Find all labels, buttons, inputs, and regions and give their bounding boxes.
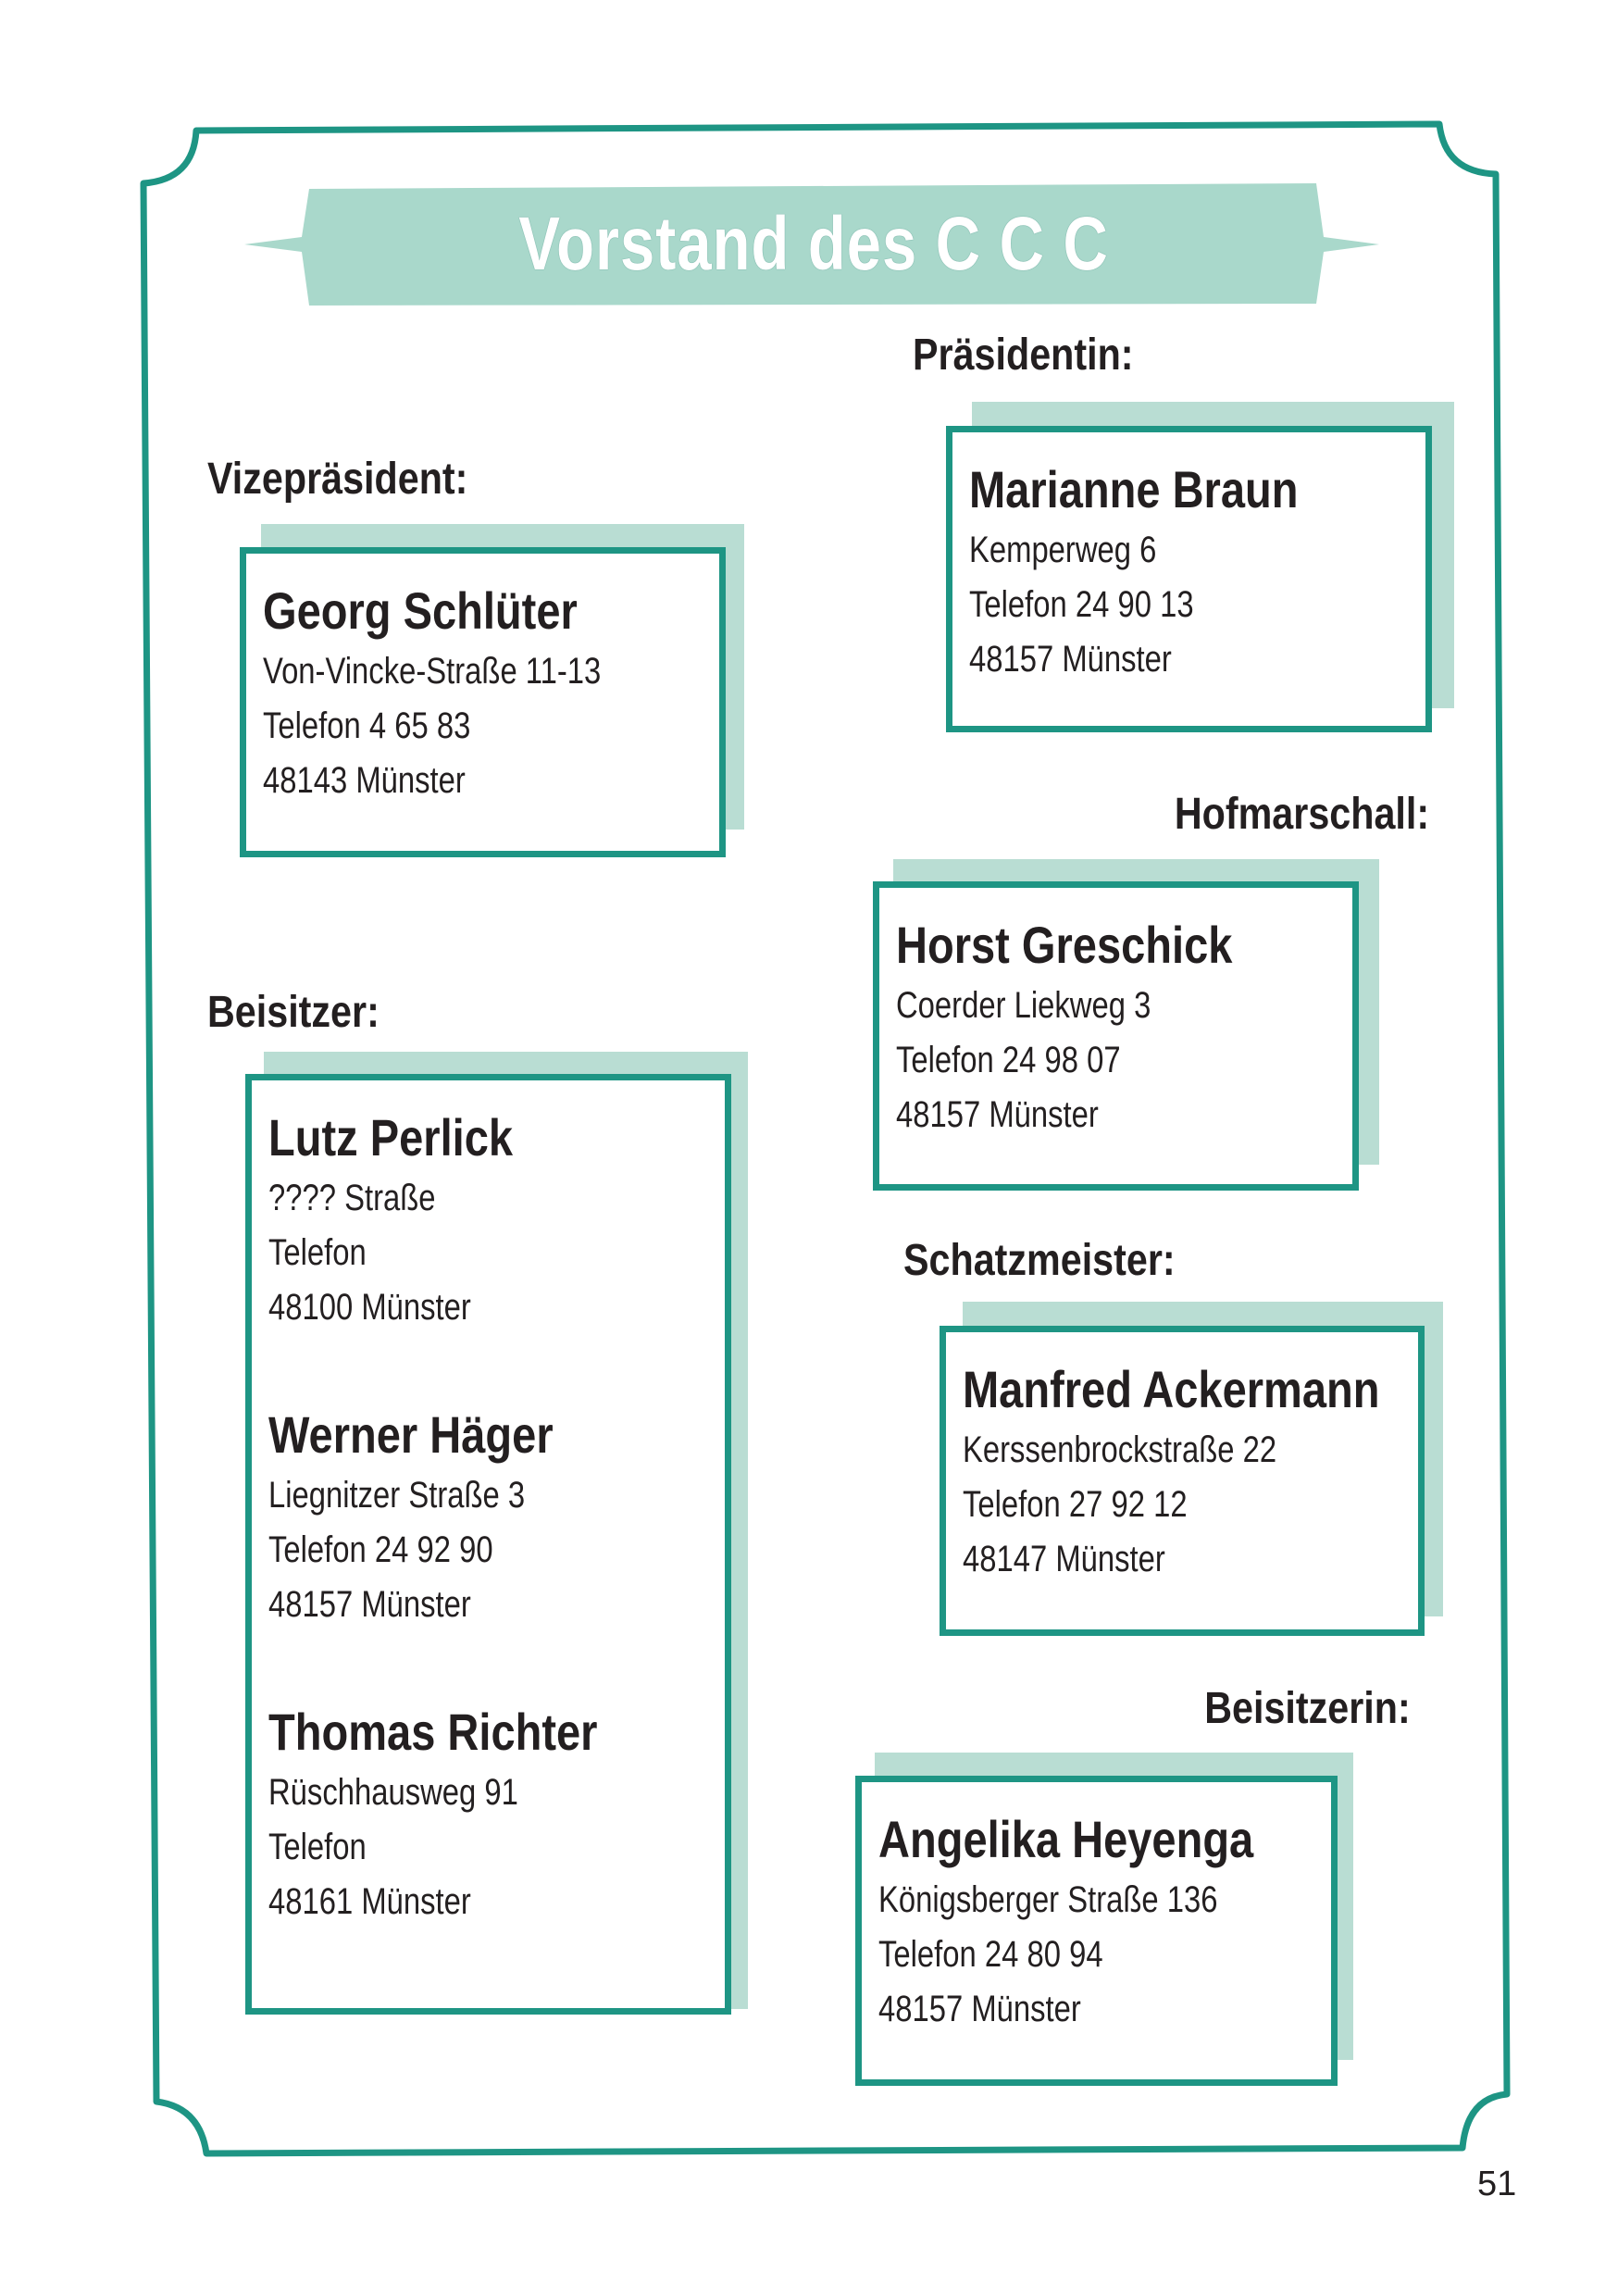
member-name: Werner Häger (268, 1405, 554, 1464)
role-beisitzer: Beisitzer: (207, 988, 380, 1037)
member-phone: Telefon 4 65 83 (263, 705, 471, 746)
member-street: Kerssenbrockstraße 22 (963, 1429, 1277, 1470)
member-phone: Telefon 24 80 94 (878, 1934, 1103, 1975)
role-vizepraesident: Vizepräsident: (207, 455, 468, 504)
card-praesidentin (946, 426, 1432, 732)
member-street: Königsberger Straße 136 (878, 1879, 1218, 1920)
member-phone: Telefon 24 98 07 (896, 1040, 1121, 1080)
member-name: Thomas Richter (268, 1703, 598, 1761)
member-name: Horst Greschick (896, 916, 1233, 974)
page-number: 51 (1477, 2165, 1517, 2203)
member-phone: Telefon 24 90 13 (969, 584, 1194, 625)
member-phone: Telefon (268, 1827, 367, 1867)
member-name: Georg Schlüter (263, 581, 578, 640)
member-name: Lutz Perlick (268, 1108, 514, 1167)
member-name: Marianne Braun (969, 460, 1299, 518)
member-street: ???? Straße (268, 1178, 436, 1218)
member-city: 48143 Münster (263, 760, 466, 801)
member-city: 48157 Münster (969, 639, 1172, 680)
member-phone: Telefon (268, 1232, 367, 1273)
member-street: Coerder Liekweg 3 (896, 985, 1151, 1026)
beisitzer-member (268, 1699, 725, 1929)
card-hofmarschall (873, 881, 1359, 1191)
member-city: 48100 Münster (268, 1287, 471, 1328)
card-vizepraesident (240, 547, 726, 857)
member-city: 48161 Münster (268, 1881, 471, 1922)
member-street: Von-Vincke-Straße 11-13 (263, 651, 602, 692)
member-name: Manfred Ackermann (963, 1360, 1380, 1418)
member-name: Angelika Heyenga (878, 1810, 1254, 1868)
role-schatzmeister: Schatzmeister: (903, 1236, 1176, 1285)
member-city: 48157 Münster (896, 1094, 1099, 1135)
member-city: 48157 Münster (878, 1989, 1081, 2029)
member-street: Rüschhausweg 91 (268, 1772, 518, 1813)
role-praesidentin: Präsidentin: (913, 331, 1134, 380)
card-beisitzerin (855, 1776, 1338, 2086)
member-city: 48147 Münster (963, 1539, 1165, 1579)
member-city: 48157 Münster (268, 1584, 471, 1625)
page-title: Vorstand des C C C (518, 202, 1109, 286)
beisitzer-member (268, 1402, 725, 1632)
role-hofmarschall: Hofmarschall: (1174, 790, 1429, 839)
member-street: Kemperweg 6 (969, 530, 1157, 570)
role-beisitzerin: Beisitzerin: (1204, 1684, 1411, 1733)
card-schatzmeister (940, 1326, 1425, 1636)
member-phone: Telefon 24 92 90 (268, 1529, 493, 1570)
member-phone: Telefon 27 92 12 (963, 1484, 1188, 1525)
card-beisitzer (245, 1074, 731, 2015)
beisitzer-member (268, 1104, 725, 1335)
member-street: Liegnitzer Straße 3 (268, 1475, 526, 1516)
